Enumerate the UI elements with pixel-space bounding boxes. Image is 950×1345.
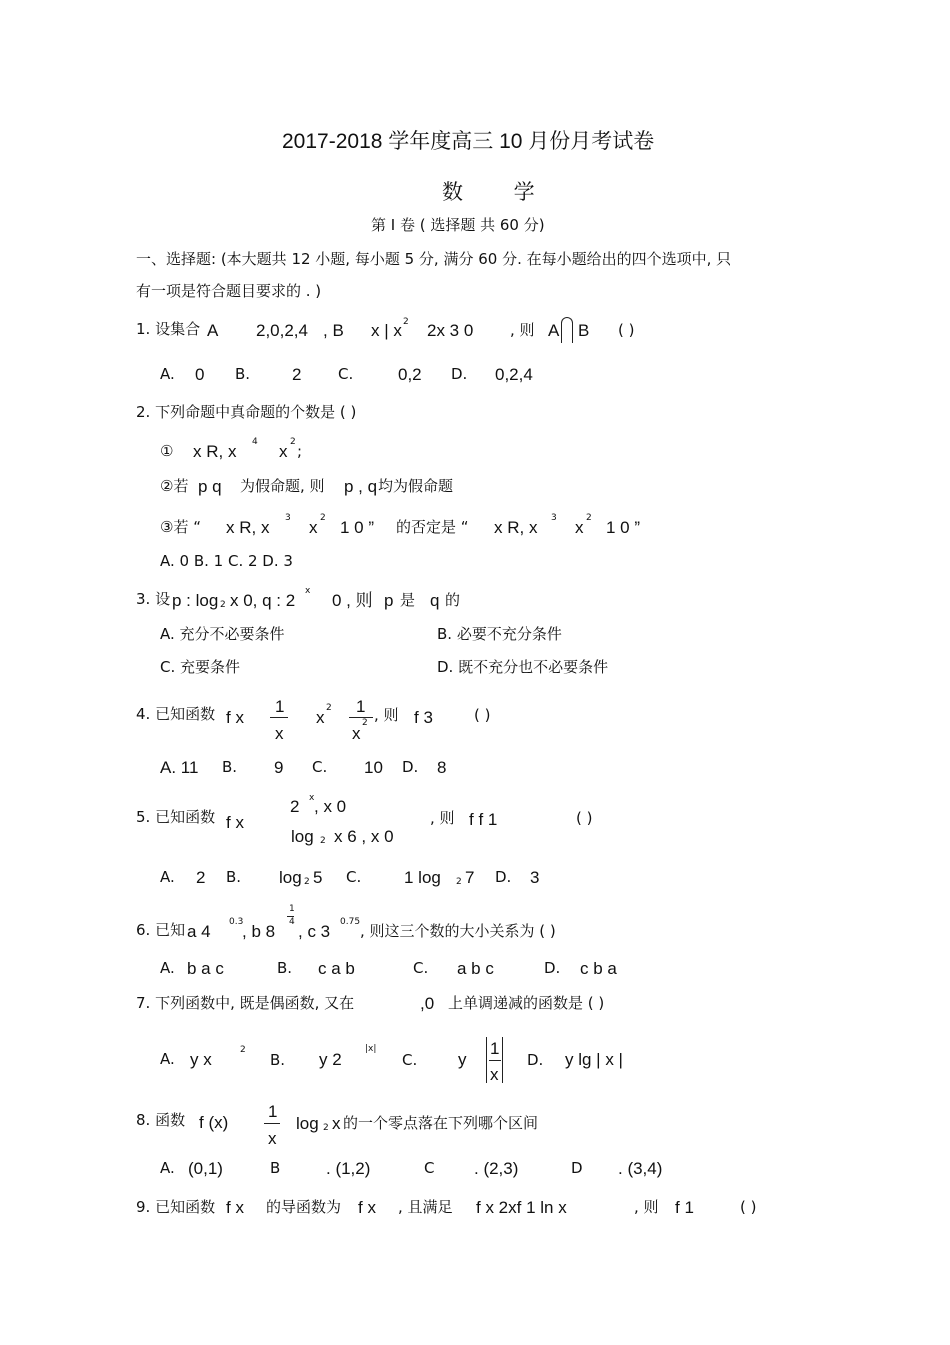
exponent: 2	[320, 513, 326, 523]
math-text: B	[578, 321, 590, 340]
text: 的	[445, 591, 461, 609]
math-text: 2x 3 0	[427, 321, 474, 340]
option-label: C.	[338, 365, 354, 383]
text: 是	[400, 591, 416, 609]
fraction-denominator: x	[352, 724, 361, 743]
subscript: 2	[456, 877, 462, 887]
option-value: 2	[196, 868, 206, 887]
option-label: D.	[402, 758, 419, 776]
math-text: f x 2xf 1 ln x	[476, 1198, 567, 1217]
subscript: 2	[220, 600, 226, 610]
math-text: f 3	[414, 708, 433, 727]
option-value: . (3,4)	[618, 1159, 663, 1178]
options-row: A. 0 B. 1 C. 2 D. 3	[160, 552, 293, 570]
question-number: 6. 已知	[136, 921, 186, 939]
math-text: f 1	[675, 1198, 694, 1217]
text: 的导函数为	[266, 1198, 342, 1216]
fraction-denominator: x	[268, 1129, 277, 1148]
option-label: A.	[160, 959, 175, 977]
statement-marker: ①	[160, 442, 174, 460]
option-value: . (1,2)	[326, 1159, 371, 1178]
text: ;	[297, 442, 303, 460]
exponent: 2	[290, 437, 296, 447]
option-label: C.	[413, 959, 429, 977]
exponent: 0.75	[340, 917, 361, 927]
math-text: f (x)	[199, 1113, 229, 1132]
math-text: x	[279, 442, 288, 461]
option-value: y	[458, 1050, 467, 1069]
option-value: 1 log	[404, 868, 441, 887]
option-b: B. 必要不充分条件	[437, 625, 562, 643]
question-number: 1. 设集合	[136, 320, 201, 338]
text: 为假命题, 则	[240, 477, 325, 495]
exam-title: 2017-2018 学年度高三 10 月份月考试卷	[282, 130, 655, 153]
fraction-denominator: x	[490, 1065, 499, 1084]
math-text: x	[309, 518, 318, 537]
math-text: x R, x	[494, 518, 538, 537]
option-label: D.	[495, 868, 512, 886]
exponent: 2	[326, 703, 332, 713]
option-value: a b c	[457, 959, 494, 978]
option-value: y lg | x |	[565, 1050, 623, 1069]
intersection-symbol	[561, 317, 573, 343]
math-text: f f 1	[469, 810, 498, 829]
exponent: 3	[285, 513, 291, 523]
option-value: (0,1)	[188, 1159, 223, 1178]
text: , 且满足	[398, 1198, 453, 1216]
fraction-numerator: 1	[268, 1102, 278, 1121]
math-text: x | x	[371, 321, 402, 340]
subject-title: 数 学	[442, 180, 557, 204]
fraction-bar	[270, 717, 288, 718]
text: , 则	[634, 1198, 659, 1216]
math-text: p , q	[344, 477, 378, 496]
option-label: C.	[402, 1051, 418, 1069]
option-label: A.	[160, 868, 175, 886]
option-label: B.	[222, 758, 238, 776]
option-label: B.	[226, 868, 242, 886]
math-text: 0 , 则	[332, 591, 373, 610]
option-label: B.	[270, 1051, 286, 1069]
math-text: p	[384, 591, 394, 610]
exponent: 2	[362, 718, 368, 728]
option-a: A. 11	[160, 758, 199, 777]
exponent: x	[305, 586, 311, 596]
option-label: B	[270, 1159, 281, 1177]
option-label: D.	[451, 365, 468, 383]
option-value: 2	[292, 365, 302, 384]
math-text: 1 0 ”	[606, 518, 641, 537]
option-d: D. 既不充分也不必要条件	[437, 658, 609, 676]
math-text: ,0	[420, 994, 435, 1013]
option-label: C.	[346, 868, 362, 886]
option-value: 8	[437, 758, 447, 777]
subscript: 2	[304, 877, 310, 887]
question-number: 5. 已知函数	[136, 808, 216, 826]
option-label: D.	[527, 1051, 544, 1069]
text: , 则	[374, 706, 399, 724]
option-value: log	[279, 868, 302, 887]
piecewise-case-2: log	[291, 827, 314, 846]
math-text: x R, x	[226, 518, 270, 537]
statement-marker: ③若 “	[160, 518, 201, 536]
fraction-numerator: 1	[490, 1039, 500, 1058]
option-a: A. 充分不必要条件	[160, 625, 285, 643]
fraction-bar	[264, 1123, 280, 1124]
math-text: x R, x	[193, 442, 237, 461]
text: , 则这三个数的大小关系为 ( )	[360, 922, 556, 940]
exponent: |x|	[365, 1044, 377, 1054]
math-text: f x	[226, 1198, 244, 1217]
option-value: c b a	[580, 959, 617, 978]
section-intro-line1: 一、选择题: (本大题共 12 小题, 每小题 5 分, 满分 60 分. 在每小题给出的四个选项中, 只	[136, 250, 732, 268]
option-label: A.	[160, 1050, 175, 1068]
math-text: 2,0,2,4	[256, 321, 308, 340]
exponent: 4	[252, 437, 258, 447]
option-label: C	[424, 1159, 435, 1177]
option-label: B.	[235, 365, 251, 383]
exponent-numerator: 1	[289, 904, 295, 914]
exponent: x	[309, 793, 315, 803]
option-value: 0,2,4	[495, 365, 533, 384]
math-text: A	[207, 321, 219, 340]
math-text: x 0, q : 2	[230, 591, 296, 610]
option-value: 0	[195, 365, 205, 384]
fraction-numerator: 1	[275, 697, 285, 716]
text: 的否定是 “	[396, 518, 469, 536]
fraction-bar	[349, 717, 373, 718]
subscript: 2	[320, 836, 326, 846]
question-stem: 上单调递减的函数是 ( )	[448, 994, 605, 1012]
math-text: a 4	[187, 922, 211, 941]
option-value: . (2,3)	[474, 1159, 519, 1178]
math-text: A	[548, 321, 560, 340]
subscript: 2	[323, 1123, 329, 1133]
text: 的一个零点落在下列哪个区间	[343, 1114, 539, 1132]
statement-marker: ②若	[160, 477, 189, 495]
answer-blank: ( )	[740, 1198, 757, 1216]
math-text: log	[296, 1114, 319, 1133]
math-text: , b 8	[242, 922, 276, 941]
exponent: 2	[403, 317, 409, 327]
math-text: x	[316, 708, 325, 727]
math-text: x	[575, 518, 584, 537]
section-intro-line2: 有一项是符合题目要求的 . )	[136, 282, 322, 300]
option-c: C. 充要条件	[160, 658, 241, 676]
piecewise-case-1: 2	[290, 797, 300, 816]
option-value: 7	[465, 868, 475, 887]
abs-bar-right	[502, 1037, 503, 1083]
math-text: , B	[323, 321, 344, 340]
exponent: 2	[240, 1045, 246, 1055]
math-text: f x	[358, 1198, 376, 1217]
exponent: 0.3	[229, 917, 244, 927]
option-value: y x	[190, 1050, 212, 1069]
math-text: f x	[226, 813, 244, 832]
option-value: 3	[530, 868, 540, 887]
option-value: y 2	[319, 1050, 342, 1069]
fraction-denominator: x	[275, 724, 284, 743]
question-number: 9. 已知函数	[136, 1198, 216, 1216]
fraction-numerator: 1	[356, 697, 366, 716]
option-value: 5	[313, 868, 323, 887]
text: , 则	[430, 809, 455, 827]
option-value: c a b	[318, 959, 355, 978]
option-label: D.	[544, 959, 561, 977]
math-text: 1 0 ”	[340, 518, 375, 537]
option-value: b a c	[187, 959, 224, 978]
exponent: 2	[586, 513, 592, 523]
option-value: 9	[274, 758, 284, 777]
part-title: 第 I 卷 ( 选择题 共 60 分)	[371, 216, 545, 234]
math-text: , c 3	[298, 922, 331, 941]
exponent-denominator: 4	[289, 917, 295, 927]
option-label: B.	[277, 959, 293, 977]
piecewise-condition-2: x 6 , x 0	[334, 827, 394, 846]
math-text: q	[430, 591, 440, 610]
question-stem: 2. 下列命题中真命题的个数是 ( )	[136, 403, 357, 421]
math-text: f x	[226, 708, 244, 727]
option-label: C.	[312, 758, 328, 776]
option-label: D	[571, 1159, 583, 1177]
math-text: x	[332, 1114, 341, 1133]
question-stem: 7. 下列函数中, 既是偶函数, 又在	[136, 994, 355, 1012]
abs-bar-left	[486, 1037, 487, 1083]
question-number: 8. 函数	[136, 1111, 186, 1129]
text: 均为假命题	[378, 477, 454, 495]
exponent: 3	[551, 513, 557, 523]
option-label: A.	[160, 1159, 175, 1177]
answer-blank: ( )	[474, 706, 491, 724]
question-number: 4. 已知函数	[136, 705, 216, 723]
text: , 则	[510, 321, 535, 339]
math-text: p q	[198, 477, 222, 496]
math-text: p : log	[172, 591, 219, 610]
option-value: 0,2	[398, 365, 422, 384]
option-value: 10	[364, 758, 383, 777]
answer-blank: ( )	[618, 321, 635, 339]
question-number: 3. 设	[136, 590, 171, 608]
option-label: A.	[160, 365, 175, 383]
answer-blank: ( )	[576, 809, 593, 827]
fraction-bar	[489, 1060, 501, 1061]
piecewise-condition-1: , x 0	[314, 797, 347, 816]
